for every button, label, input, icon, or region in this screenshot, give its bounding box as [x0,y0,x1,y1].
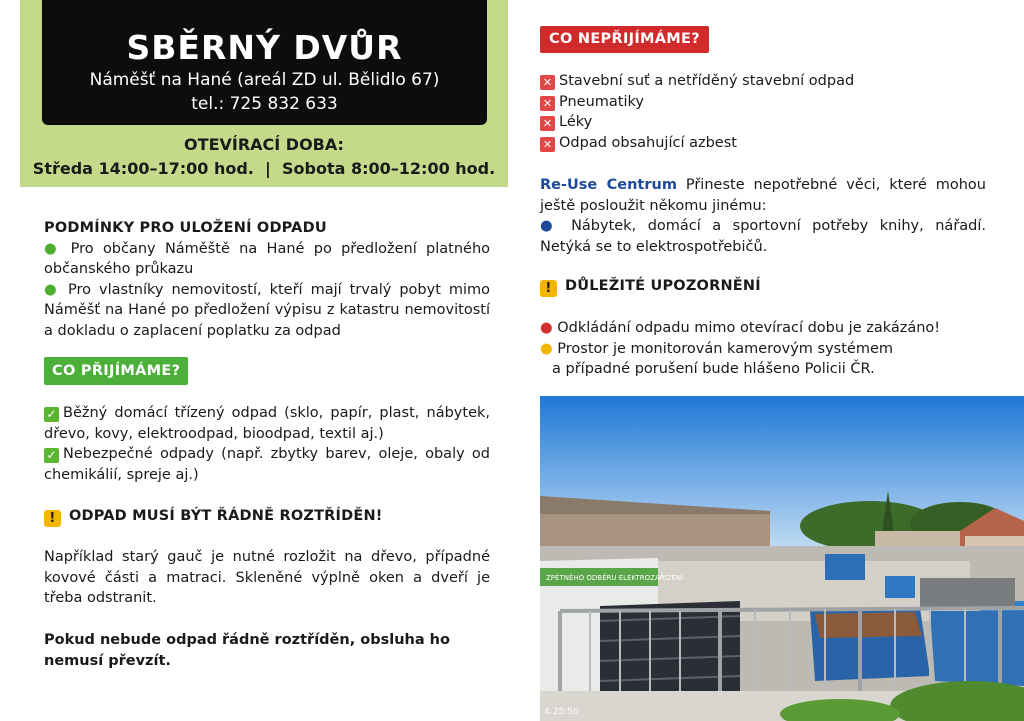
list-item: ✕ Léky [540,112,986,133]
sorted-heading: ! ODPAD MUSÍ BÝT ŘÁDNĚ ROZTŘÍDĚN! [44,506,490,527]
photo-timestamp: 4:25:50 [544,707,579,717]
conditions-section [44,218,490,341]
container-label: ZPĚTNÉHO ODBĚRU ELEKTROZAŘÍZENÍ [546,574,684,582]
reuse-section [540,175,986,257]
list-item: ✓ Nebezpečné odpady (např. zbytky barev, oleje, obaly od chemikálií, spreje aj.) [44,446,490,483]
opening-hours: Středa 14:00–17:00 hod. | Sobota 8:00–12:00 hod. [32,159,496,178]
checkmark-icon: ✓ [44,448,59,463]
list-item: ● Prostor je monitorován kamerovým systémem [540,340,894,357]
notice-section [540,276,986,297]
reuse-intro: Re-Use Centrum Přineste nepotřebné věci, které mohou ještě posloužit někomu jinému: [540,177,986,214]
rejected-section [540,71,986,153]
notice-items [540,318,986,380]
list-item: ✕ Stavební suť a netříděný stavební odpad [540,71,986,92]
photo-illustration [540,396,1024,721]
title-box [42,0,487,125]
page-title: SBĚRNÝ DVŮR [126,28,403,67]
bullet-icon: ● [540,320,553,336]
opening-label: OTEVÍRACÍ DOBA: [184,135,344,154]
list-item: ● Odkládání odpadu mimo otevírací dobu je zakázáno! [540,320,941,336]
opening-hours-block [20,135,508,181]
list-item: a případné porušení bude hlášeno Policii ČR. [552,361,875,377]
sorted-warning-text: Pokud nebude odpad řádně roztříděn, obsluha ho nemusí převzít. [44,632,450,669]
rejected-tag: CO NEPŘIJÍMÁME? [540,26,709,53]
bullet-icon: ● [44,281,61,298]
collection-yard-photo [540,396,1024,721]
cross-icon: ✕ [540,96,555,111]
accepted-tag: CO PŘIJÍMÁME? [44,357,188,385]
bullet-icon: ● [540,218,560,234]
list-item: ● Pro vlastníky nemovitostí, kteří mají trvalý pobyt mimo Náměšť na Hané po předložení výpisu z katastru nemovitostí a dokladu o zaplacení poplatku za odpad [44,281,491,339]
warning-icon: ! [540,280,557,297]
list-item: ● Pro občany Náměště na Hané po předložení platného občanského průkazu [44,240,490,277]
list-item: ● Nábytek, domácí a sportovní potřeby knihy, nářadí. Netýká se to elektrospotřebičů. [540,218,987,255]
warning-icon: ! [44,510,61,527]
list-item: ✓ Běžný domácí třízený odpad (sklo, papír, plast, nábytek, dřevo, kovy, elektroodpad, bioodpad, textil aj.) [44,405,490,442]
reuse-name: Re-Use Centrum [540,177,677,193]
notice-heading: ! DŮLEŽITÉ UPOZORNĚNÍ [540,276,986,297]
list-item: ✕ Pneumatiky [540,92,986,113]
list-item: ✕ Odpad obsahující azbest [540,133,986,154]
sorted-text: Například starý gauč je nutné rozložit na dřevo, případné kovové části a matraci. Skleněné výplně oken a dveří je třeba odstranit. [44,549,490,606]
bullet-icon: ● [44,240,62,257]
cross-icon: ✕ [540,116,555,131]
address: Náměšť na Hané (areál ZD ul. Bělidlo 67) [89,70,440,90]
checkmark-icon: ✓ [44,407,59,422]
cross-icon: ✕ [540,137,555,152]
sorted-section [44,506,490,527]
cross-icon: ✕ [540,75,555,90]
phone-number[interactable]: tel.: 725 832 633 [191,94,338,114]
accepted-section [44,403,490,485]
bullet-icon: ● [540,340,553,357]
conditions-heading: PODMÍNKY PRO ULOŽENÍ ODPADU [44,220,327,236]
